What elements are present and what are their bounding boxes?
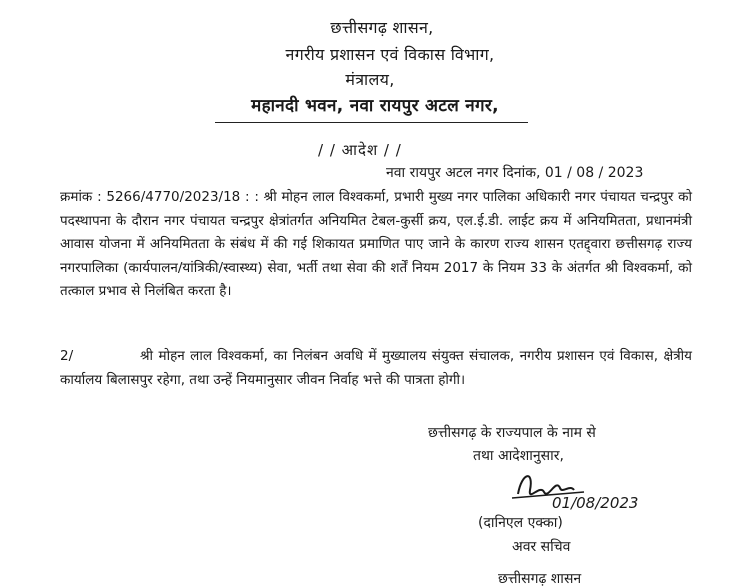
order-paragraph-2 — [60, 345, 692, 392]
header-underline — [215, 122, 528, 123]
order-title: / / आदेश / / — [318, 141, 402, 159]
paragraph-number: 2/ — [60, 348, 74, 364]
header-government: छत्तीसगढ़ शासन, — [330, 18, 434, 37]
handwritten-date: 01/08/2023 — [552, 494, 639, 512]
signatory-name: (दानिएल एक्का) — [478, 515, 563, 531]
signature-authority-line: छत्तीसगढ़ के राज्यपाल के नाम से — [428, 425, 596, 441]
signatory-office: छत्तीसगढ़ शासन — [498, 571, 582, 587]
signatory-office-cutoff — [498, 563, 628, 587]
order-date-line: नवा रायपुर अटल नगर दिनांक, 01 / 08 / 2023 — [386, 165, 644, 181]
order-paragraph-1: क्रमांक : 5266/4770/2023/18 : : श्री मोहन लाल विश्वकर्मा, प्रभारी मुख्य नगर पालिका अधिकारी नगर पंचायत चन्द्रपुर को पदस्थापना के दौरान नगर पंचायत चन्द्रपुर क्षेत्रांतर्गत अनियमित टेबल-कुर्सी क्रय, एल.ई.डी. लाईट क्रय में अनियमितता, प्रधानमंत्री आवास योजना में अनियमितता के संबंध में की गई शिकायत प्रमाणित पाए जाने के कारण राज्य शासन एतद्द्वारा छत्तीसगढ़ राज्य नगरपालिका (कार्यपालन/यांत्रिकी/स्वास्थ्य) सेवा, भर्ती तथा सेवा की शर्तें नियम 2017 के नियम 33 के अंतर्गत श्री विश्वकर्मा, को तत्काल प्रभाव से निलंबित करता है। — [60, 189, 692, 299]
paragraph-2-text: श्री मोहन लाल विश्वकर्मा, का निलंबन अवधि में मुख्यालय संयुक्त संचालक, नगरीय प्रशासन एवं विकास, क्षेत्रीय कार्यालय बिलासपुर रहेगा, तथा उन्हें नियमानुसार जीवन निर्वाह भत्ते की पात्रता होगी। — [60, 348, 692, 388]
signatory-title: अवर सचिव — [512, 539, 571, 555]
signature-order-line: तथा आदेशानुसार, — [473, 448, 564, 464]
header-ministry: मंत्रालय, — [345, 70, 395, 89]
header-department: नगरीय प्रशासन एवं विकास विभाग, — [285, 45, 495, 64]
header-address: महानदी भवन, नवा रायपुर अटल नगर, — [251, 96, 499, 116]
